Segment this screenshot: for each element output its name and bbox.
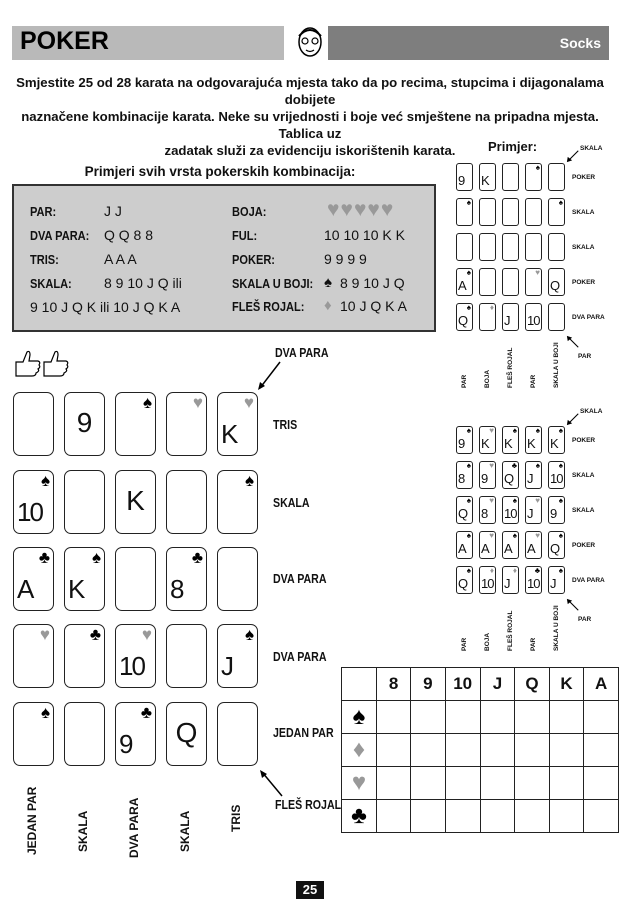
card-rank: K — [481, 173, 490, 188]
spade-icon: ♠ — [512, 496, 517, 505]
tracker-cell[interactable] — [480, 734, 514, 767]
arrow-icon — [258, 768, 288, 800]
card-rank: Q — [504, 471, 515, 486]
example-card — [525, 303, 542, 331]
example-card — [456, 566, 473, 594]
tracker-cell[interactable] — [376, 767, 410, 800]
puzzle-card[interactable] — [166, 470, 207, 534]
card-rank: Q — [458, 576, 469, 591]
example-row-label: POKER — [572, 279, 596, 286]
puzzle-card[interactable] — [115, 392, 156, 456]
example-column-label: PAR — [461, 374, 468, 388]
example-label-skala-u-boji: SKALA U BOJI: — [232, 276, 314, 291]
tracker-rank-header: 10 — [445, 668, 480, 701]
spade-icon: ♠ — [466, 566, 471, 575]
heart-icon: ♥ — [535, 268, 540, 277]
column-label: SKALA — [76, 810, 90, 852]
card-rank: 8 — [458, 471, 466, 486]
example-card — [548, 303, 565, 331]
card-rank: A — [458, 278, 467, 293]
tracker-cell[interactable] — [480, 800, 514, 833]
example-card — [479, 531, 496, 559]
example-card — [548, 496, 565, 524]
tracker-cell[interactable] — [445, 767, 480, 800]
spade-icon: ♠ — [535, 163, 540, 172]
example-card — [479, 496, 496, 524]
puzzle-card[interactable] — [64, 624, 105, 688]
example-card — [456, 461, 473, 489]
example-value-poker: 9 9 9 9 — [324, 251, 367, 267]
example-label-poker: POKER: — [232, 252, 275, 267]
spade-icon: ♠ — [558, 531, 563, 540]
card-rank: Q — [550, 278, 561, 293]
author-name: Socks — [559, 35, 601, 51]
spade-icon: ♠ — [558, 461, 563, 470]
example-column-label: SKALA U BOJI — [553, 342, 560, 388]
example-value-fles-rojal: 10 J Q K A — [340, 298, 407, 314]
tracker-cell[interactable] — [549, 734, 584, 767]
example-label-skala: SKALA: — [30, 276, 72, 291]
card-rank: Q — [458, 313, 469, 328]
card-rank: A — [481, 541, 490, 556]
example-diagonal-bottom: PAR — [578, 616, 592, 623]
row-label: DVA PARA — [273, 572, 327, 586]
club-icon: ♣ — [534, 566, 540, 575]
card-rank: K — [221, 419, 239, 449]
example-card — [502, 426, 519, 454]
example-value-skala-2: 9 10 J Q K ili 10 J Q K A — [30, 299, 181, 315]
card-rank: 10 — [17, 497, 42, 527]
page-title: POKER — [20, 27, 109, 55]
puzzle-card[interactable] — [115, 624, 156, 688]
example-card — [525, 268, 542, 296]
spade-icon: ♠ — [91, 548, 101, 567]
example-card — [502, 303, 519, 331]
example-card — [456, 233, 473, 261]
puzzle-card[interactable] — [64, 392, 105, 456]
card-rank: J — [504, 313, 511, 328]
club-icon: ♣ — [342, 800, 377, 833]
example-diagonal-top: SKALA — [580, 408, 603, 415]
puzzle-card[interactable] — [166, 702, 207, 766]
card-rank: K — [68, 574, 86, 604]
tracker-cell[interactable] — [584, 701, 619, 734]
example-card — [525, 531, 542, 559]
example-value-skala: 8 9 10 J Q ili — [104, 275, 182, 291]
spade-icon: ♠ — [558, 426, 563, 435]
tracker-cell[interactable] — [480, 701, 514, 734]
tracker-cell[interactable] — [411, 800, 445, 833]
spade-icon: ♠ — [40, 703, 50, 722]
instructions-line: naznačene kombinacije karata. Neke su vrijednosti i boje već smještene na pripadna mjesta. Tablica uz — [21, 109, 599, 141]
tracker-rank-header: 8 — [376, 668, 410, 701]
diamond-icon: ♦ — [489, 303, 494, 312]
spade-icon: ♠ — [244, 625, 254, 644]
example-card — [548, 531, 565, 559]
column-label: SKALA — [178, 810, 192, 852]
puzzle-card[interactable] — [217, 470, 258, 534]
card-rank: K — [481, 436, 490, 451]
club-icon: ♣ — [89, 625, 101, 644]
example-card — [548, 163, 565, 191]
instructions-line: Smjestite 25 od 28 karata na odgovarajuća mjesta tako da po recima, stupcima i dijagonalama dobijete — [16, 75, 604, 107]
tracker-rank-header: A — [584, 668, 619, 701]
example-value-dva-para: Q Q 8 8 — [104, 227, 154, 243]
example-column-label: FLEŠ ROJAL — [507, 347, 514, 388]
example-diagonal-bottom: PAR — [578, 353, 592, 360]
card-rank: K — [504, 436, 513, 451]
example-value-skala-u-boji: 8 9 10 J Q — [340, 275, 405, 291]
card-rank: Q — [175, 717, 198, 748]
example-card — [479, 303, 496, 331]
puzzle-card[interactable] — [13, 547, 54, 611]
example-card — [502, 268, 519, 296]
card-rank: 8 — [170, 574, 185, 604]
heart-icon: ♥ — [342, 767, 377, 800]
tracker-cell[interactable] — [411, 767, 445, 800]
tracker-cell[interactable] — [445, 701, 480, 734]
card-rank: 10 — [119, 651, 144, 681]
spade-icon: ♠ — [466, 496, 471, 505]
example-card — [456, 163, 473, 191]
example-value-par: J J — [104, 203, 122, 219]
heart-icon: ♥ — [243, 393, 254, 412]
column-label: TRIS — [229, 804, 243, 832]
example-label-par: PAR: — [30, 204, 57, 219]
card-rank: A — [504, 541, 513, 556]
card-rank: K — [126, 485, 145, 516]
spade-icon: ♠ — [466, 426, 471, 435]
card-rank: K — [550, 436, 559, 451]
arrow-icon — [566, 335, 580, 349]
tracker-cell[interactable] — [584, 767, 619, 800]
spade-icon: ♠ — [342, 701, 377, 734]
tracker-cell[interactable] — [515, 701, 550, 734]
tracker-cell[interactable] — [480, 767, 514, 800]
example-row-label: POKER — [572, 437, 596, 444]
puzzle-card[interactable] — [166, 547, 207, 611]
card-rank: J — [550, 576, 557, 591]
spade-icon: ♠ — [535, 426, 540, 435]
example-card — [479, 198, 496, 226]
example-column-label: FLEŠ ROJAL — [507, 610, 514, 651]
card-rank: A — [527, 541, 536, 556]
example-title: Primjer: — [488, 139, 538, 154]
tracker-cell[interactable] — [584, 734, 619, 767]
row-label: JEDAN PAR — [273, 726, 334, 740]
spade-icon: ♠ — [535, 461, 540, 470]
example-card — [548, 426, 565, 454]
example-row-label: POKER — [572, 542, 596, 549]
example-card — [479, 426, 496, 454]
example-card — [525, 233, 542, 261]
example-card — [502, 496, 519, 524]
diamond-icon: ♦ — [489, 566, 494, 575]
example-column-label: PAR — [461, 637, 468, 651]
example-card — [502, 198, 519, 226]
card-rank: 10 — [481, 576, 494, 591]
example-column-label: SKALA U BOJI — [553, 605, 560, 651]
heart-icon: ♥ — [535, 531, 540, 540]
example-card — [479, 461, 496, 489]
arrow-icon — [566, 149, 580, 163]
card-rank: A — [458, 541, 467, 556]
tracker-rank-header: Q — [515, 668, 550, 701]
card-rank: 10 — [527, 576, 540, 591]
example-card — [525, 426, 542, 454]
tracker-cell[interactable] — [515, 800, 550, 833]
example-card — [456, 303, 473, 331]
spade-icon: ♠ — [244, 471, 254, 490]
author-face-icon — [294, 22, 326, 62]
example-card — [525, 496, 542, 524]
puzzle-card[interactable] — [166, 624, 207, 688]
tracker-rank-header: 9 — [411, 668, 445, 701]
example-card — [456, 496, 473, 524]
heart-icon: ♥ — [192, 393, 203, 412]
card-tracker-table — [341, 667, 619, 833]
puzzle-card[interactable] — [217, 547, 258, 611]
arrow-icon — [566, 412, 580, 426]
example-card — [548, 566, 565, 594]
spade-icon: ♠ — [324, 274, 332, 291]
puzzle-card[interactable] — [217, 392, 258, 456]
example-card — [548, 198, 565, 226]
example-value-tris: A A A — [104, 251, 137, 267]
example-card — [456, 426, 473, 454]
club-icon: ♣ — [511, 461, 517, 470]
example-column-label: BOJA — [484, 369, 491, 388]
example-card — [479, 163, 496, 191]
example-value-boja: ♥♥♥♥♥ — [327, 198, 395, 221]
card-rank: 9 — [458, 436, 466, 451]
example-card — [479, 233, 496, 261]
spade-icon: ♠ — [466, 268, 471, 277]
heart-icon: ♥ — [489, 461, 494, 470]
example-label-boja: BOJA: — [232, 204, 267, 219]
puzzle-card[interactable] — [166, 392, 207, 456]
column-label: JEDAN PAR — [25, 786, 39, 855]
heart-icon: ♥ — [489, 426, 494, 435]
tracker-rank-header: K — [549, 668, 584, 701]
club-icon: ♣ — [191, 548, 203, 567]
example-value-ful: 10 10 10 K K — [324, 227, 405, 243]
example-card — [548, 233, 565, 261]
example-card — [548, 461, 565, 489]
example-label-fles-rojal: FLEŠ ROJAL: — [232, 299, 305, 314]
arrow-icon — [256, 360, 286, 392]
puzzle-card[interactable] — [217, 702, 258, 766]
example-card — [502, 163, 519, 191]
spade-icon: ♠ — [466, 303, 471, 312]
card-rank: J — [221, 651, 234, 681]
example-card — [502, 531, 519, 559]
card-rank: 10 — [527, 313, 540, 328]
card-rank: K — [527, 436, 536, 451]
card-rank: 8 — [481, 506, 489, 521]
diamond-icon: ♦ — [512, 566, 517, 575]
puzzle-card[interactable] — [13, 392, 54, 456]
tracker-cell[interactable] — [549, 767, 584, 800]
example-card — [525, 198, 542, 226]
page-number: 25 — [296, 881, 324, 899]
puzzle-card[interactable] — [217, 624, 258, 688]
row-label: DVA PARA — [273, 650, 327, 664]
tracker-cell[interactable] — [376, 800, 410, 833]
tracker-corner — [342, 668, 377, 701]
arrow-icon — [566, 598, 580, 612]
puzzle-card[interactable] — [115, 702, 156, 766]
example-row-label: SKALA — [572, 209, 595, 216]
card-rank: 9 — [119, 729, 134, 759]
example-diagonal-top: SKALA — [580, 145, 603, 152]
puzzle-card[interactable] — [115, 470, 156, 534]
example-row-label: POKER — [572, 174, 596, 181]
instructions-line: zadatak služi za evidenciju iskorištenih karata. — [164, 143, 456, 158]
spade-icon: ♠ — [142, 393, 152, 412]
club-icon: ♣ — [38, 548, 50, 567]
tracker-cell[interactable] — [549, 701, 584, 734]
tracker-cell[interactable] — [411, 701, 445, 734]
example-card — [479, 268, 496, 296]
example-card — [525, 566, 542, 594]
column-label: DVA PARA — [127, 797, 141, 858]
card-rank: 9 — [550, 506, 558, 521]
example-label-dva-para: DVA PARA: — [30, 228, 90, 243]
puzzle-card[interactable] — [13, 702, 54, 766]
example-column-label: PAR — [530, 637, 537, 651]
card-rank: 9 — [76, 407, 93, 438]
card-rank: 9 — [458, 173, 466, 188]
tracker-cell[interactable] — [376, 734, 410, 767]
puzzle-card[interactable] — [13, 624, 54, 688]
spade-icon: ♠ — [466, 198, 471, 207]
tracker-rank-header: J — [480, 668, 514, 701]
example-card — [525, 163, 542, 191]
heart-icon: ♥ — [489, 531, 494, 540]
thumbs-up-icon — [14, 348, 72, 378]
diamond-icon: ♦ — [342, 734, 377, 767]
row-label: TRIS — [273, 418, 298, 432]
example-card — [502, 461, 519, 489]
tracker-cell[interactable] — [515, 734, 550, 767]
example-column-label: BOJA — [484, 632, 491, 651]
card-rank: Q — [550, 541, 561, 556]
puzzle-card[interactable] — [64, 547, 105, 611]
example-row-label: SKALA — [572, 244, 595, 251]
example-card — [456, 268, 473, 296]
card-rank: J — [527, 506, 534, 521]
tracker-cell[interactable] — [411, 734, 445, 767]
example-card — [456, 531, 473, 559]
heart-icon: ♥ — [39, 625, 50, 644]
card-rank: 9 — [481, 471, 489, 486]
spade-icon: ♠ — [466, 461, 471, 470]
example-card — [456, 198, 473, 226]
example-card — [502, 566, 519, 594]
row-label: SKALA — [273, 496, 310, 510]
example-row-label: SKALA — [572, 507, 595, 514]
diagonal-label-top: DVA PARA — [275, 346, 329, 360]
example-row-label: SKALA — [572, 472, 595, 479]
example-card — [479, 566, 496, 594]
tracker-cell[interactable] — [515, 767, 550, 800]
heart-icon: ♥ — [141, 625, 152, 644]
card-rank: A — [17, 574, 35, 604]
card-rank: Q — [458, 506, 469, 521]
tracker-cell[interactable] — [445, 734, 480, 767]
puzzle-card[interactable] — [13, 470, 54, 534]
example-card — [548, 268, 565, 296]
examples-title: Primjeri svih vrsta pokerskih kombinacija: — [84, 164, 356, 179]
club-icon: ♣ — [140, 703, 152, 722]
spade-icon: ♠ — [558, 496, 563, 505]
example-card — [525, 461, 542, 489]
puzzle-card[interactable] — [115, 547, 156, 611]
card-rank: J — [527, 471, 534, 486]
spade-icon: ♠ — [466, 531, 471, 540]
spade-icon: ♠ — [558, 198, 563, 207]
tracker-cell[interactable] — [584, 800, 619, 833]
diagonal-label-bottom: FLEŠ ROJAL — [275, 798, 342, 812]
puzzle-card[interactable] — [64, 702, 105, 766]
examples-box — [12, 184, 436, 332]
heart-icon: ♥ — [535, 496, 540, 505]
puzzle-card[interactable] — [64, 470, 105, 534]
heart-icon: ♥ — [489, 496, 494, 505]
example-row-label: DVA PARA — [572, 577, 605, 584]
spade-icon: ♠ — [512, 426, 517, 435]
spade-icon: ♠ — [512, 531, 517, 540]
example-label-tris: TRIS: — [30, 252, 59, 267]
example-card — [502, 233, 519, 261]
card-rank: J — [504, 576, 511, 591]
tracker-cell[interactable] — [549, 800, 584, 833]
tracker-cell[interactable] — [376, 701, 410, 734]
card-rank: 10 — [504, 506, 517, 521]
example-label-ful: FUL: — [232, 228, 258, 243]
example-column-label: PAR — [530, 374, 537, 388]
card-rank: 10 — [550, 471, 563, 486]
example-row-label: DVA PARA — [572, 314, 605, 321]
spade-icon: ♠ — [40, 471, 50, 490]
tracker-cell[interactable] — [445, 800, 480, 833]
diamond-icon: ♦ — [324, 297, 332, 314]
spade-icon: ♠ — [558, 566, 563, 575]
